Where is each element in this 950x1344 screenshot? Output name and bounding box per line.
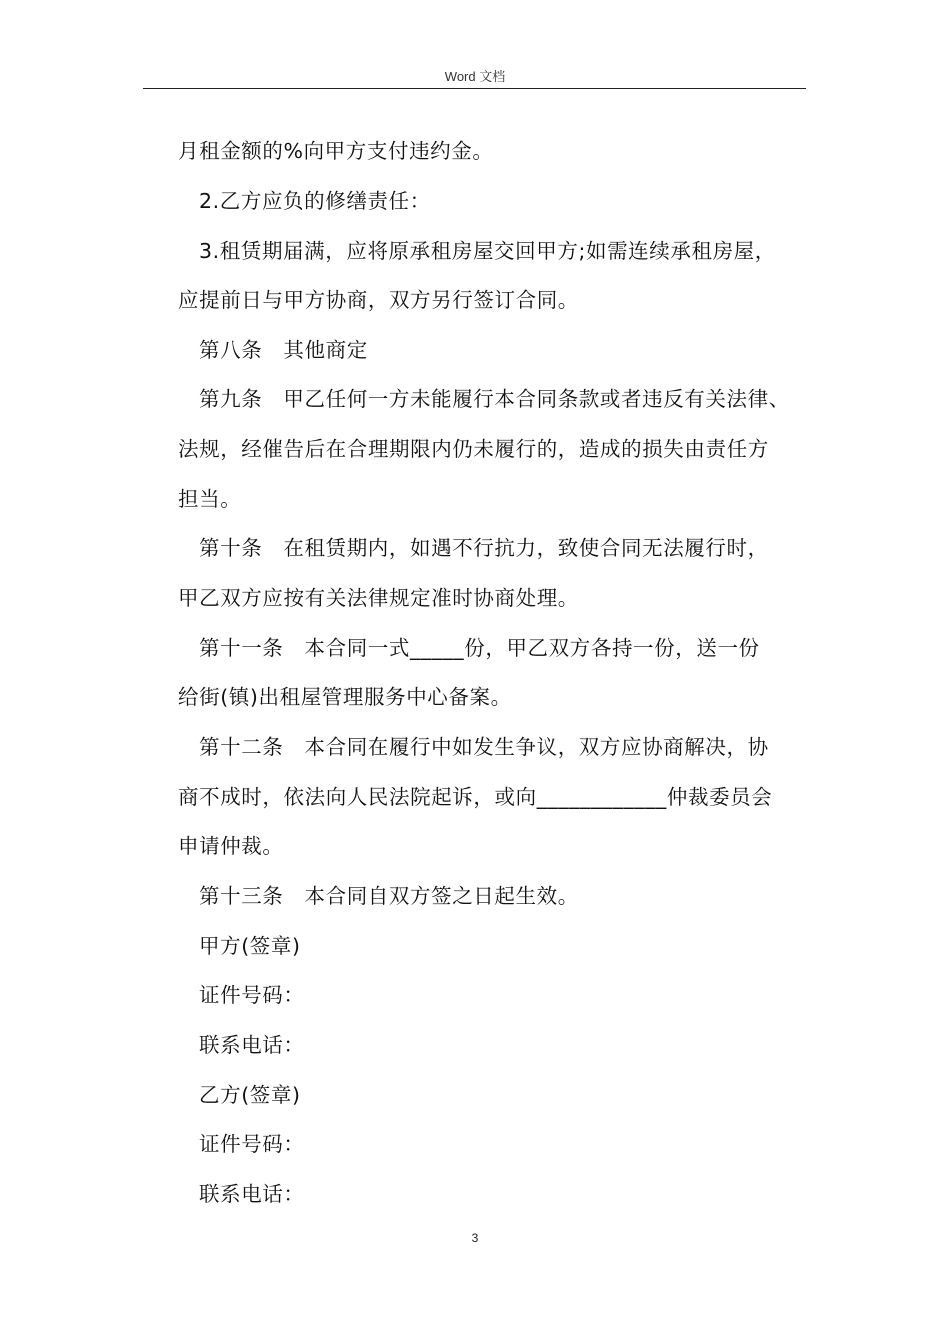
body-line: 担当。: [178, 487, 242, 511]
body-line: 法规，经催告后在合理期限内仍未履行的，造成的损失由责任方: [178, 437, 769, 461]
body-line: 证件号码：: [199, 1132, 305, 1156]
body-line: 第十条 在租赁期内，如遇不行抗力，致使合同无法履行时，: [199, 536, 769, 560]
body-line: 第八条 其他商定: [199, 338, 368, 362]
body-line: 第十二条 本合同在履行中如发生争议，双方应协商解决，协: [199, 735, 769, 759]
header-title: Word 文档: [444, 69, 506, 84]
body-line: 应提前日与甲方协商，双方另行签订合同。: [178, 288, 579, 312]
body-line: 第十一条 本合同一式_____份，甲乙双方各持一份，送一份: [199, 636, 760, 660]
body-line: 乙方(签章): [199, 1083, 301, 1107]
body-line: 月租金额的%向甲方支付违约金。: [178, 139, 494, 163]
body-line: 第九条 甲乙任何一方未能履行本合同条款或者违反有关法律、: [199, 387, 790, 411]
header-divider: [143, 88, 806, 89]
body-line: 商不成时，依法向人民法院起诉，或向____________仲裁委员会: [178, 785, 773, 809]
body-line: 甲方(签章): [199, 934, 301, 958]
page-number: 3: [471, 1231, 479, 1245]
body-line: 给街(镇)出租屋管理服务中心备案。: [178, 685, 512, 709]
body-line: 3.租赁期届满，应将原承租房屋交回甲方;如需连续承租房屋，: [199, 239, 776, 263]
body-line: 第十三条 本合同自双方签之日起生效。: [199, 884, 579, 908]
body-line: 证件号码：: [199, 983, 305, 1007]
body-line: 申请仲裁。: [178, 834, 284, 858]
body-line: 2.乙方应负的修缮责任：: [199, 189, 431, 213]
body-line: 联系电话：: [199, 1182, 305, 1206]
body-line: 联系电话：: [199, 1033, 305, 1057]
body-line: 甲乙双方应按有关法律规定准时协商处理。: [178, 586, 579, 610]
